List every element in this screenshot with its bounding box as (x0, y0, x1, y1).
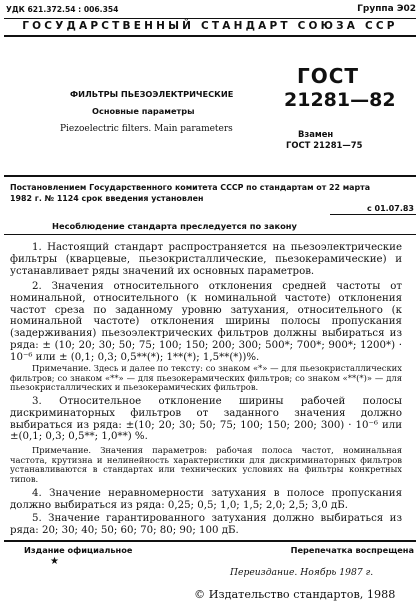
paragraph-1: 1. Настоящий стандарт распространяется на пьезоэлектрические фильтры (кварцевые, пьезокристаллические, пьезокерамические) и устанавливает ряды значений их основных параметров. (10, 242, 402, 277)
decree-line-1: Постановлением Государственного комитета СССР по стандартам от 22 марта (10, 183, 371, 192)
reprint-prohibited: Перепечатка воспрещена (290, 545, 414, 555)
compliance-notice: Несоблюдение стандарта преследуется по закону (52, 221, 297, 231)
effective-date: с 01.07.83 (366, 204, 414, 213)
top-rule-thick (4, 35, 416, 37)
official-edition: Издание официальное (24, 545, 133, 555)
paragraph-5: 5. Значение гарантированного затухания должно выбираться из ряда: 20; 30; 40; 50; 60; 70; 80; 90; 100 дБ. (10, 513, 402, 536)
decree-rule (4, 234, 416, 235)
star-mark: ★ (50, 556, 59, 567)
note-2: Примечание. Значения параметров: рабочая полоса частот, номинальная частота, крутизна и нелинейность характеристики для дискриминаторных фильтров устанавливаются в стандартах или технических условиях на фильтры конкретных типов. (10, 445, 402, 484)
replace-number: ГОСТ 21281—75 (286, 140, 363, 150)
date-underline (330, 214, 416, 215)
title-ru-main: ФИЛЬТРЫ ПЬЕЗОЭЛЕКТРИЧЕСКИЕ (70, 89, 234, 99)
gost-label: ГОСТ (297, 64, 360, 88)
standard-line: ГОСУДАРСТВЕННЫЙ СТАНДАРТ СОЮЗА ССР (22, 20, 398, 32)
replace-label: Взамен (298, 129, 334, 139)
decree-line-2: 1982 г. № 1124 срок введения установлен (10, 194, 204, 203)
reprint-date: Переиздание. Ноябрь 1987 г. (230, 567, 374, 578)
copyright: © Издательство стандартов, 1988 (194, 588, 396, 601)
paragraph-4: 4. Значение неравномерности затухания в полосе пропускания должно выбираться из ряда: 0,25; 0,5; 1,0; 1,5; 2,0; 2,5; 3,0 дБ. (10, 488, 402, 511)
top-rule-thin (4, 18, 416, 19)
title-rule (4, 175, 416, 177)
title-en: Piezoelectric filters. Main parameters (60, 124, 233, 134)
paragraph-3: 3. Относительное отклонение ширины рабочей полосы дискриминаторных фильтров от заданного значения должно выбираться из ряда: ±(10; 20; 30; 50; 75; 100; 150; 200; 300) · 10⁻⁶ или ±(0,1; 0,3; 0,5**; 1,0**) %. (10, 396, 402, 443)
group-code: Группа Э02 (357, 4, 416, 14)
gost-number: 21281—82 (284, 89, 396, 111)
note-1: Примечание. Здесь и далее по тексту: со знаком «*» — для пьезокристаллических фильтров; со знаком «**» — для пьезокерамических фильтров; со знаком «**(*)» — для пьезокристаллических и пьезокерамических фильтров. (10, 363, 402, 393)
footer-rule (4, 540, 416, 542)
title-ru-sub: Основные параметры (92, 106, 195, 116)
paragraph-2: 2. Значения относительного отклонения средней частоты от номинальной, относительного (к номинальной частоте) отклонения частот среза по заданному уровню затухания, относительного (к номинальной частоте) отклонения ширины полосы пропускания (задерживания) пьезоэлектрических фильтров должны выбираться из ряда: ± (10; 20; 30; 50; 75; 100; 150; 200; 300; 500*; 700*; 900*; 1200*) · 10⁻⁶ или ± (0,1; 0,3; 0,5**(*); 1**(*); 1,5**(*))%. (10, 281, 402, 363)
udk-code: УДК 621.372.54 : 006.354 (6, 5, 119, 14)
